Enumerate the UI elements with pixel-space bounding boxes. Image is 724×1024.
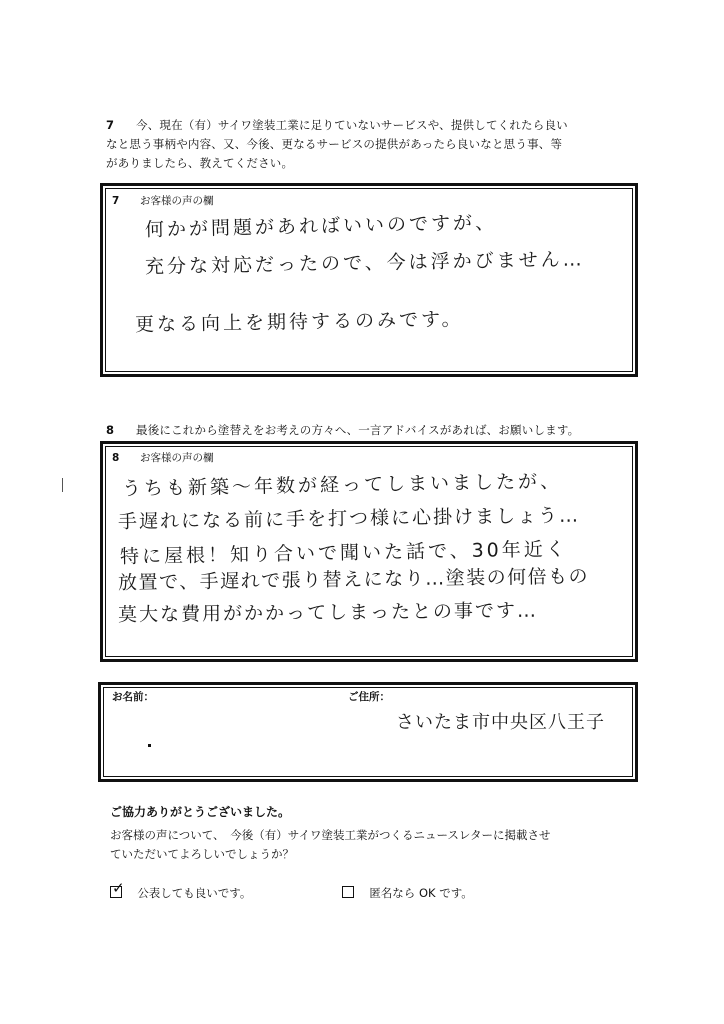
scan-mark (62, 478, 63, 492)
answer-8-line-3: 特に屋根！知り合いで聞いた話で、30年近く (119, 538, 568, 568)
question-7 (106, 116, 646, 173)
question-7-number: 7 (106, 118, 115, 132)
question-8 (106, 421, 666, 440)
answer-box-8-label (112, 450, 214, 465)
question-8-text: 最後にこれから塗替えをお考えの方々へ、一言アドバイスがあれば、お願いします。 (136, 423, 580, 437)
stray-mark (148, 744, 151, 747)
answer-7-line-3: 更なる向上を期待するのみです。 (134, 308, 464, 336)
answer-8-line-4: 放置で、手遅れで張り替えになり…塗装の何倍もの (117, 565, 590, 594)
option-public[interactable] (110, 879, 252, 903)
answer-box-8-label-text: お客様の声の欄 (140, 452, 214, 464)
option-public-checkbox[interactable] (110, 879, 125, 898)
option-anonymous[interactable] (342, 884, 473, 903)
question-7-line-1: 今、現在（有）サイワ塗装工業に足りていないサービスや、提供してくれたら良い (136, 118, 568, 132)
thanks-heading: ご協力ありがとうございました。 (110, 805, 291, 819)
publish-question-line-1: お客様の声について、 今後（有）サイワ塗装工業がつくるニュースレターに掲載させ (110, 828, 551, 842)
answer-8-line-5: 莫大な費用がかかってしまったとの事です… (117, 599, 539, 626)
question-8-number: 8 (106, 423, 115, 437)
option-anonymous-label: 匿名なら OK です。 (369, 886, 473, 900)
answer-7-line-2: 充分な対応だったので、今は浮かびません… (144, 248, 585, 278)
answer-7-line-1: 何かが問題があればいいのですが、 (144, 211, 498, 241)
answer-box-7-label (112, 193, 214, 208)
name-label: お名前： (112, 691, 154, 703)
address-label: ご住所： (348, 691, 390, 703)
option-public-label: 公表しても良いです。 (137, 886, 252, 900)
option-anonymous-checkbox[interactable] (342, 886, 354, 898)
answer-8-line-1: うちも新築〜年数が経ってしまいましたが、 (121, 470, 563, 500)
answer-box-7-label-text: お客様の声の欄 (140, 195, 214, 207)
answer-8-line-2: 手遅れになる前に手を打つ様に心掛けましょう… (117, 504, 581, 533)
question-7-line-3: がありましたら、教えてください。 (106, 156, 294, 170)
publish-question (110, 826, 670, 864)
address-value: さいたま市中央区八王子 (396, 712, 605, 733)
publish-question-line-2: ていただいてよろしいでしょうか？ (110, 847, 294, 861)
check-mark-icon: ✓ (112, 879, 125, 897)
question-7-line-2: なと思う事柄や内容、又、今後、更なるサービスの提供があったら良いなと思う事、等 (106, 137, 563, 151)
answer-box-7-label-number: 7 (112, 195, 120, 207)
answer-box-8-label-number: 8 (112, 452, 120, 464)
